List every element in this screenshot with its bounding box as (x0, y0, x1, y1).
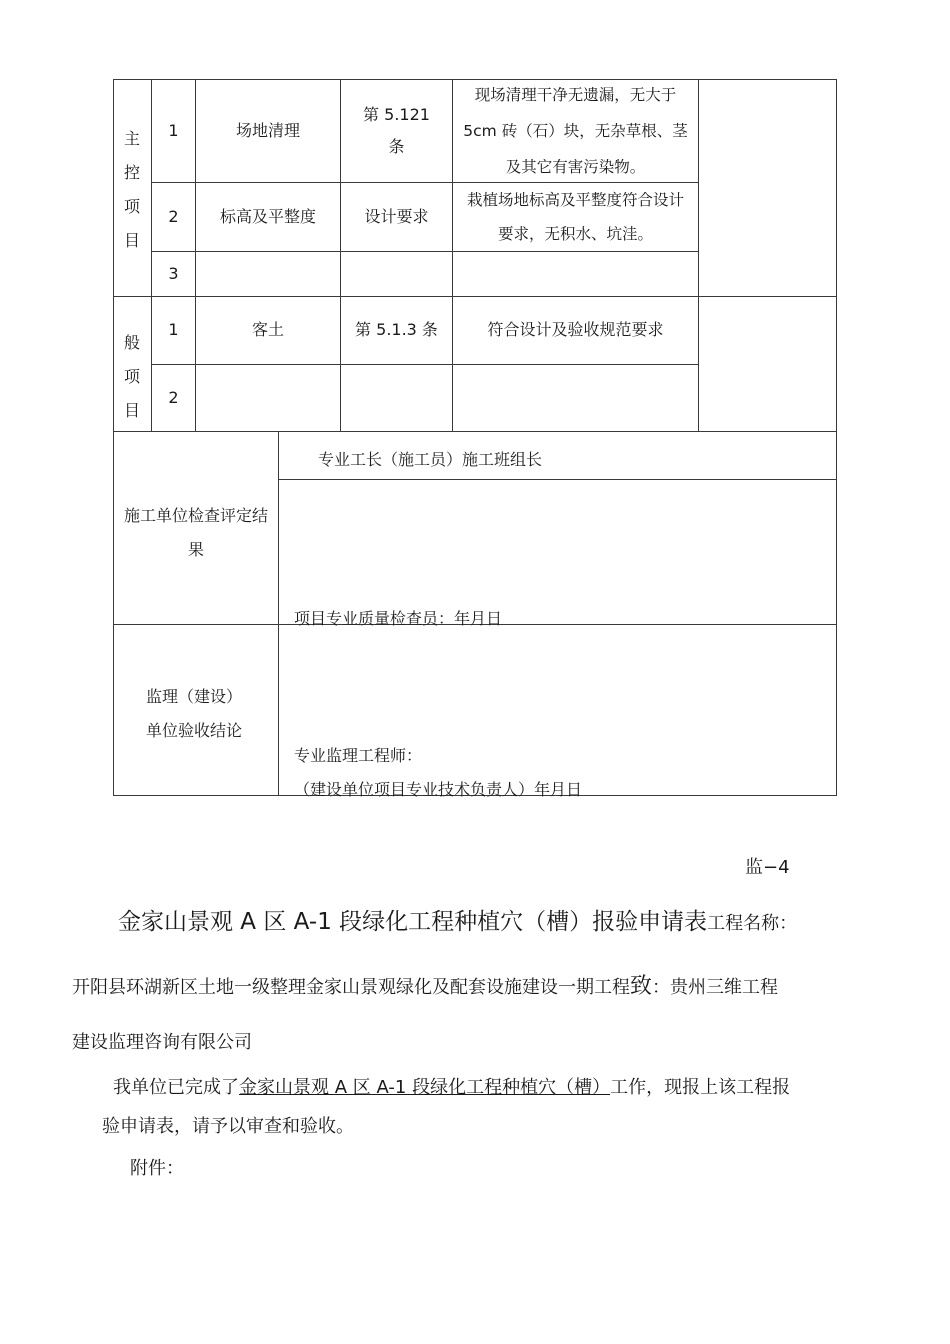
quality-inspector-line: 项目专业质量检查员：年月日 (294, 609, 503, 628)
table-row-no: 3 (168, 263, 179, 283)
foreman-line: 专业工长（施工员）施工班组长 (318, 450, 543, 469)
table-row-no: 1 (168, 319, 179, 339)
table-row-item: 标高及平整度 (219, 206, 316, 226)
completion-statement (113, 1073, 790, 1099)
table-row-item: 客土 (251, 319, 284, 339)
form-title-text: 金家山景观 A 区 A-1 段绿化工程种植穴（槽）报验申请表 (118, 909, 708, 935)
table-row-clause: 设计要求 (364, 206, 429, 226)
supervision-engineer-line: 专业监理工程师： (294, 746, 423, 765)
table-row-item: 场地清理 (235, 120, 300, 140)
table-row-requirement (453, 252, 698, 296)
addressee-label: 致 (630, 974, 653, 999)
construction-result-label: 施工单位检查评定结果 (123, 506, 268, 559)
form-code: 监−4 (745, 857, 790, 878)
supervision-label-1: 监理（建设） (146, 687, 243, 706)
table-row-no: 2 (168, 387, 179, 407)
table-row-no: 1 (168, 120, 179, 140)
table-row-clause (341, 252, 452, 296)
attachment-label: 附件： (130, 1158, 184, 1179)
table-row-clause: 第 5.1.3 条 (355, 319, 438, 339)
table-row-item (196, 365, 340, 431)
completed-work: 金家山景观 A 区 A-1 段绿化工程种植穴（槽） (239, 1077, 611, 1098)
addressee: ：贵州三维工程 (652, 977, 779, 998)
project-name: 开阳县环湖新区土地一级整理金家山景观绿化及配套设施建设一期工程 (72, 977, 630, 998)
table-row-item (196, 252, 340, 296)
addressee-continuation: 建设监理咨询有限公司 (72, 1032, 252, 1053)
completion-statement-cont: 验申请表，请予以审查和验收。 (102, 1116, 354, 1137)
table-row-requirement: 栽植场地标高及平整度符合设计要求，无积水、坑洼。 (467, 191, 685, 243)
form-title (118, 903, 797, 936)
project-name-line (72, 969, 778, 1000)
statement-prefix: 我单位已完成了 (113, 1077, 239, 1098)
table-row-clause: 第 5.121 条 (363, 105, 430, 156)
main-control-items-label: 主 控 项 目 (123, 129, 140, 250)
table-row-requirement: 符合设计及验收规范要求 (487, 319, 664, 339)
project-name-label: 工程名称： (707, 913, 798, 934)
supervision-label-2: 单位验收结论 (146, 721, 243, 740)
table-row-clause (341, 365, 452, 431)
table-row-requirement: 现场清理干净无遗漏，无大于 5cm 砖（石）块，无杂草根、茎及其它有害污染物。 (463, 86, 688, 176)
table-row-requirement (453, 365, 698, 431)
table-row-no: 2 (168, 206, 179, 226)
general-items-label: 般 项 目 (123, 333, 140, 420)
statement-suffix: 工作，现报上该工程报 (610, 1077, 791, 1098)
owner-tech-lead-line: （建设单位项目专业技术负责人）年月日 (294, 780, 583, 799)
